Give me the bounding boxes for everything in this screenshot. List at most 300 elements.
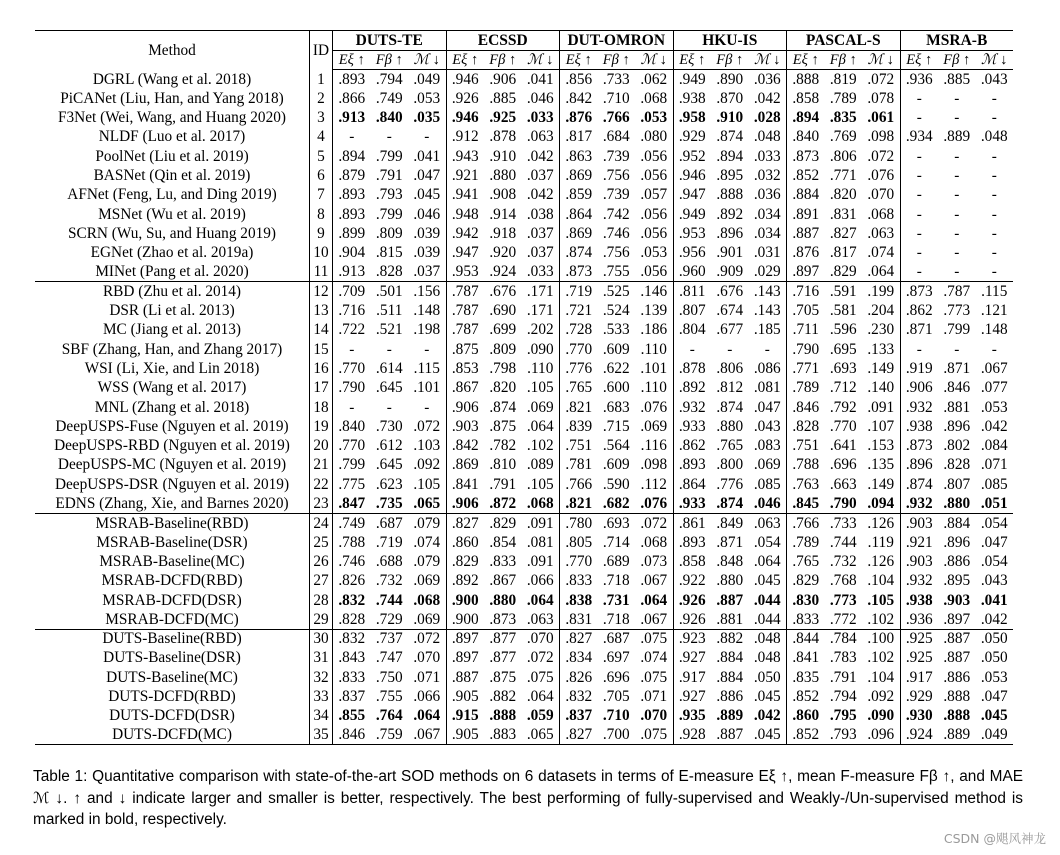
value-cell <box>938 591 976 610</box>
value-cell: .591 <box>825 282 863 301</box>
value-cell: .841 <box>787 648 825 667</box>
value-cell: .732 <box>829 552 857 570</box>
value-cell: .837 <box>333 687 371 706</box>
value-cell: .696 <box>829 456 857 474</box>
value-cell: .827 <box>560 629 598 648</box>
value-cell: .953 <box>673 224 711 243</box>
value-cell: .083 <box>753 437 781 455</box>
value-cell: .102 <box>526 437 554 455</box>
value-bold: .065 <box>413 494 441 512</box>
method-cell: WSS (Wang et al. 2017) <box>97 379 247 397</box>
value-cell: .846 <box>333 726 371 745</box>
value-cell: .791 <box>375 166 403 184</box>
id-cell: 30 <box>310 629 333 648</box>
value-cell: .069 <box>753 456 781 474</box>
value-cell: .893 <box>673 455 711 474</box>
value-bold: .044 <box>753 591 781 609</box>
value-bold: .915 <box>451 707 479 725</box>
value-cell: .101 <box>413 379 441 397</box>
value-cell: .076 <box>867 166 895 184</box>
value-cell: .832 <box>560 687 598 706</box>
value-cell <box>862 494 900 513</box>
method-cell: DeepUSPS-DSR (Nguyen et al. 2019) <box>54 475 290 493</box>
value-cell: .886 <box>943 668 971 686</box>
value-cell: .153 <box>867 437 895 455</box>
value-cell: .733 <box>825 513 863 532</box>
metric-header: Fβ ↑ <box>825 51 863 70</box>
value-cell: .079 <box>413 552 441 570</box>
value-cell: - <box>900 243 938 262</box>
value-cell: - <box>954 109 960 127</box>
value-cell: .923 <box>673 629 711 648</box>
value-cell: .817 <box>829 244 857 262</box>
value-cell: .903 <box>900 552 938 571</box>
value-cell: .807 <box>943 475 971 493</box>
value-cell: .048 <box>980 128 1008 146</box>
value-cell: .867 <box>446 378 484 397</box>
dataset-header: DUT-OMRON <box>560 31 674 51</box>
table-row <box>35 320 1013 339</box>
method-cell: RBD (Zhu et al. 2014) <box>35 282 310 301</box>
value-cell: .906 <box>900 378 938 397</box>
value-cell: .901 <box>716 244 744 262</box>
value-cell: .067 <box>640 610 668 628</box>
value-cell <box>408 494 446 513</box>
value-cell: .910 <box>489 147 517 165</box>
table-row <box>35 668 1013 687</box>
value-cell: .880 <box>716 572 744 590</box>
value-cell: .924 <box>489 263 517 281</box>
value-cell: .866 <box>333 89 371 108</box>
value-cell: .070 <box>413 649 441 667</box>
value-bold: .888 <box>943 707 971 725</box>
value-cell: .917 <box>900 668 938 687</box>
value-cell: .876 <box>787 243 825 262</box>
value-bold: .682 <box>602 494 630 512</box>
value-cell <box>522 108 560 127</box>
value-cell: .934 <box>900 127 938 146</box>
value-cell: .048 <box>753 128 781 146</box>
value-cell: .047 <box>980 533 1008 551</box>
watermark: CSDN @飓风神龙 <box>943 831 1046 846</box>
value-cell: .511 <box>376 302 403 320</box>
value-cell: .056 <box>640 263 668 281</box>
value-cell: .107 <box>867 417 895 435</box>
value-cell: .622 <box>602 359 630 377</box>
value-cell: .066 <box>526 572 554 590</box>
value-cell: .917 <box>673 668 711 687</box>
value-cell: .884 <box>716 649 744 667</box>
value-cell: .075 <box>635 726 673 745</box>
value-cell: .056 <box>640 224 668 242</box>
value-cell: .909 <box>716 263 744 281</box>
value-cell: .053 <box>980 668 1008 686</box>
value-cell: .104 <box>867 668 895 686</box>
id-cell: 24 <box>310 513 333 532</box>
value-bold: .731 <box>602 591 630 609</box>
value-cell: .793 <box>825 726 863 745</box>
value-cell: .873 <box>787 147 825 166</box>
value-cell: .928 <box>673 726 711 745</box>
value-cell: .590 <box>602 475 630 493</box>
value-cell <box>484 591 522 610</box>
value-bold: .821 <box>565 494 593 512</box>
value-cell: .763 <box>787 475 825 494</box>
value-cell: .140 <box>867 379 895 397</box>
value-cell: .697 <box>602 649 630 667</box>
value-cell: .732 <box>375 572 403 590</box>
value-cell <box>371 494 409 513</box>
method-cell: DGRL (Wang et al. 2018) <box>92 70 252 88</box>
value-cell: .952 <box>673 147 711 166</box>
value-cell: .789 <box>787 533 825 552</box>
value-cell: .067 <box>640 572 668 590</box>
value-cell <box>598 108 636 127</box>
value-cell: .874 <box>489 398 517 416</box>
value-cell: .770 <box>560 340 598 359</box>
value-cell: .833 <box>787 610 825 629</box>
value-cell: .737 <box>371 629 409 648</box>
value-cell: .896 <box>900 455 938 474</box>
value-cell: .912 <box>446 127 484 146</box>
table-row <box>35 127 1013 146</box>
value-cell: .064 <box>753 552 781 570</box>
value-bold: .744 <box>375 591 403 609</box>
table-row <box>35 378 1013 397</box>
value-cell: .920 <box>489 244 517 262</box>
method-cell: MSRAB-DCFD(RBD) <box>101 572 243 590</box>
metric-header: ℳ ↓ <box>749 51 787 70</box>
value-cell: .854 <box>489 533 517 551</box>
value-cell: .068 <box>640 533 668 551</box>
value-cell: .042 <box>980 417 1008 435</box>
value-bold: .061 <box>867 109 895 127</box>
results-table <box>35 30 1013 745</box>
value-cell: .071 <box>640 688 668 705</box>
value-cell: .078 <box>867 89 895 107</box>
table-row <box>35 533 1013 552</box>
value-cell: .839 <box>560 417 598 436</box>
value-cell: .101 <box>640 359 668 377</box>
method-cell: F3Net (Wei, Wang, and Huang 2020) <box>58 109 286 127</box>
value-cell: .049 <box>976 726 1014 745</box>
value-cell <box>976 706 1014 725</box>
value-cell: .609 <box>602 456 630 474</box>
value-cell <box>635 591 673 610</box>
value-cell: .742 <box>602 205 630 223</box>
value-bold: .832 <box>338 591 366 609</box>
value-cell: .765 <box>560 378 598 397</box>
value-cell: .056 <box>640 205 668 223</box>
table-row <box>35 591 1013 610</box>
table-row <box>35 89 1013 108</box>
value-cell <box>484 494 522 513</box>
value-bold: .894 <box>792 109 820 127</box>
value-cell: .199 <box>862 282 900 301</box>
metric-header: Fβ ↑ <box>938 51 976 70</box>
value-bold: .830 <box>792 591 820 609</box>
value-cell <box>446 108 484 127</box>
value-cell: .897 <box>943 610 971 628</box>
value-cell: .037 <box>526 244 554 262</box>
value-cell: .045 <box>753 572 781 590</box>
value-cell: .064 <box>526 417 554 435</box>
value-cell: .092 <box>413 456 441 474</box>
value-bold: .035 <box>413 109 441 127</box>
value-cell: .887 <box>938 629 976 648</box>
id-cell: 5 <box>310 147 333 166</box>
value-cell: .687 <box>371 513 409 532</box>
value-cell: .881 <box>943 398 971 416</box>
value-cell: .781 <box>560 455 598 474</box>
id-cell: 27 <box>310 571 333 590</box>
value-cell: .938 <box>900 417 938 436</box>
table-row <box>35 147 1013 166</box>
value-cell: .842 <box>446 436 484 455</box>
value-cell: .103 <box>413 437 441 455</box>
id-header: ID <box>310 31 333 70</box>
value-bold: .094 <box>867 494 895 512</box>
value-cell: .110 <box>640 379 667 397</box>
value-cell: .896 <box>943 533 971 551</box>
method-cell: PiCANet (Liu, Han, and Yang 2018) <box>60 89 284 107</box>
value-cell: .885 <box>943 70 971 88</box>
value-cell: .829 <box>787 571 825 590</box>
value-cell: .064 <box>867 263 895 281</box>
value-cell: .525 <box>598 282 636 301</box>
value-cell: .687 <box>598 629 636 648</box>
value-cell: .889 <box>938 726 976 745</box>
value-cell <box>333 591 371 610</box>
value-cell: .794 <box>829 688 857 705</box>
value-bold: .042 <box>753 707 781 725</box>
value-cell: - <box>900 262 938 281</box>
value-cell: .645 <box>375 379 403 397</box>
value-cell: .705 <box>602 688 630 705</box>
value-cell: .722 <box>333 320 371 339</box>
value-cell: .047 <box>980 688 1008 705</box>
value-cell: .840 <box>787 127 825 146</box>
value-cell: .739 <box>602 186 630 204</box>
value-cell: - <box>900 166 938 185</box>
value-cell: - <box>900 205 938 224</box>
value-cell: .204 <box>867 302 895 320</box>
value-cell <box>635 494 673 513</box>
value-cell: .893 <box>333 205 371 224</box>
value-cell: .676 <box>484 282 522 301</box>
value-cell: .834 <box>560 648 598 667</box>
table-row <box>35 417 1013 436</box>
value-bold: .840 <box>375 109 403 127</box>
value-cell <box>862 591 900 610</box>
value-cell: - <box>386 128 392 146</box>
value-cell: .799 <box>333 455 371 474</box>
value-cell: .875 <box>446 340 484 359</box>
value-cell: .770 <box>560 552 598 571</box>
value-cell <box>711 494 749 513</box>
value-bold: .710 <box>602 707 630 725</box>
id-cell: 34 <box>310 706 333 725</box>
value-cell: .100 <box>862 629 900 648</box>
value-cell: - <box>991 166 997 184</box>
value-cell: .696 <box>602 668 630 686</box>
value-cell: .826 <box>333 571 371 590</box>
value-cell: - <box>991 205 997 223</box>
value-cell: .186 <box>640 321 668 339</box>
value-cell: .776 <box>716 475 744 493</box>
value-cell: .612 <box>375 437 403 455</box>
value-cell: .596 <box>829 321 857 339</box>
value-cell: .932 <box>900 571 938 590</box>
metric-header: Fβ ↑ <box>371 51 409 70</box>
value-cell: .143 <box>749 282 787 301</box>
value-cell: .091 <box>522 513 560 532</box>
value-cell: .831 <box>829 205 857 223</box>
table-row <box>35 629 1013 648</box>
value-cell: .739 <box>602 147 630 165</box>
value-cell: .805 <box>560 533 598 552</box>
method-cell: DUTS-DCFD(DSR) <box>109 707 235 725</box>
value-bold: .051 <box>980 494 1008 512</box>
metric-header: ℳ ↓ <box>408 51 446 70</box>
value-cell: .787 <box>938 282 976 301</box>
value-cell <box>900 706 938 725</box>
value-cell: .718 <box>602 572 630 590</box>
method-header: Method <box>35 31 310 70</box>
value-cell: - <box>991 89 997 107</box>
value-cell: .831 <box>560 610 598 629</box>
value-cell: .852 <box>787 687 825 706</box>
value-cell: .042 <box>526 147 554 165</box>
metric-header: Eξ ↑ <box>446 51 484 70</box>
value-cell: .146 <box>635 282 673 301</box>
value-cell: .874 <box>900 475 938 494</box>
value-cell: .036 <box>753 70 781 88</box>
value-cell: - <box>333 398 371 417</box>
value-bold: .033 <box>526 109 554 127</box>
value-cell: .719 <box>560 282 598 301</box>
value-cell: .645 <box>375 456 403 474</box>
value-cell: .693 <box>829 359 857 377</box>
value-cell: .869 <box>560 224 598 243</box>
method-cell: SCRN (Wu, Su, and Huang 2019) <box>67 224 276 242</box>
method-cell: AFNet (Feng, Lu, and Ding 2019) <box>67 186 277 204</box>
value-cell: .746 <box>333 552 371 571</box>
value-cell: .072 <box>635 513 673 532</box>
method-cell: BASNet (Qin et al. 2019) <box>93 166 251 184</box>
value-cell: .888 <box>943 688 971 705</box>
table-row <box>35 224 1013 243</box>
id-cell: 26 <box>310 552 333 571</box>
value-cell: .896 <box>943 417 971 435</box>
value-cell: - <box>386 398 392 416</box>
value-cell <box>635 706 673 725</box>
value-cell: - <box>991 263 997 281</box>
value-cell: .946 <box>446 70 484 89</box>
method-cell: MNL (Zhang et al. 2018) <box>94 398 250 416</box>
value-cell: .771 <box>829 166 857 184</box>
value-cell: .784 <box>825 629 863 648</box>
value-cell: .828 <box>375 263 403 281</box>
value-cell <box>484 706 522 725</box>
value-cell: .864 <box>560 205 598 224</box>
value-cell: .875 <box>489 417 517 435</box>
value-cell: .600 <box>602 379 630 397</box>
value-cell <box>711 706 749 725</box>
value-cell: .054 <box>976 513 1014 532</box>
value-cell: .770 <box>333 359 371 378</box>
value-cell: .069 <box>413 572 441 590</box>
value-cell: .815 <box>375 244 403 262</box>
value-cell <box>598 494 636 513</box>
value-cell: .056 <box>640 147 668 165</box>
value-cell: .769 <box>829 128 857 146</box>
value-cell: .048 <box>753 649 781 667</box>
dataset-header: HKU-IS <box>673 31 787 51</box>
value-cell: .852 <box>787 166 825 185</box>
value-cell: .110 <box>527 359 554 377</box>
value-cell: - <box>954 224 960 242</box>
value-cell: - <box>954 244 960 262</box>
method-cell: DUTS-DCFD(MC) <box>35 726 310 745</box>
value-cell: .938 <box>673 89 711 108</box>
metric-header: Eξ ↑ <box>673 51 711 70</box>
value-cell <box>787 108 825 127</box>
value-cell: .792 <box>829 398 857 416</box>
value-cell: - <box>333 340 371 359</box>
value-cell: .067 <box>980 359 1008 377</box>
value-cell: - <box>900 89 938 108</box>
value-cell: .049 <box>413 70 441 88</box>
value-bold: .028 <box>753 109 781 127</box>
value-cell: .086 <box>753 359 781 377</box>
value-cell: .905 <box>446 687 484 706</box>
id-cell: 17 <box>310 378 333 397</box>
value-cell: .042 <box>980 610 1008 628</box>
value-cell: .840 <box>333 417 371 436</box>
value-cell: .045 <box>749 726 787 745</box>
value-cell: .929 <box>900 687 938 706</box>
value-bold: .837 <box>565 707 593 725</box>
value-cell: .921 <box>900 533 938 552</box>
value-cell: .900 <box>446 610 484 629</box>
method-cell: DUTS-DCFD(RBD) <box>108 688 236 705</box>
value-cell: .072 <box>867 70 895 88</box>
metric-header: Eξ ↑ <box>560 51 598 70</box>
value-cell: - <box>900 340 938 359</box>
value-cell: .230 <box>867 321 895 339</box>
value-cell: .890 <box>716 70 744 88</box>
value-cell: .031 <box>753 244 781 262</box>
value-cell: .773 <box>943 302 971 320</box>
value-bold: .913 <box>338 109 366 127</box>
value-bold: .938 <box>905 591 933 609</box>
value-cell: .858 <box>673 552 711 571</box>
method-cell: PoolNet (Liu et al. 2019) <box>95 147 249 165</box>
value-cell: .091 <box>867 398 895 416</box>
table-row <box>35 552 1013 571</box>
value-cell: .102 <box>867 610 895 628</box>
value-cell: .891 <box>787 205 825 224</box>
id-cell: 9 <box>310 224 333 243</box>
value-cell <box>711 591 749 610</box>
value-cell: .065 <box>522 726 560 745</box>
value-cell: .689 <box>602 552 630 570</box>
value-bold: .930 <box>905 707 933 725</box>
value-cell: .897 <box>787 262 825 281</box>
value-cell: .069 <box>526 398 554 416</box>
metric-header: ℳ ↓ <box>635 51 673 70</box>
